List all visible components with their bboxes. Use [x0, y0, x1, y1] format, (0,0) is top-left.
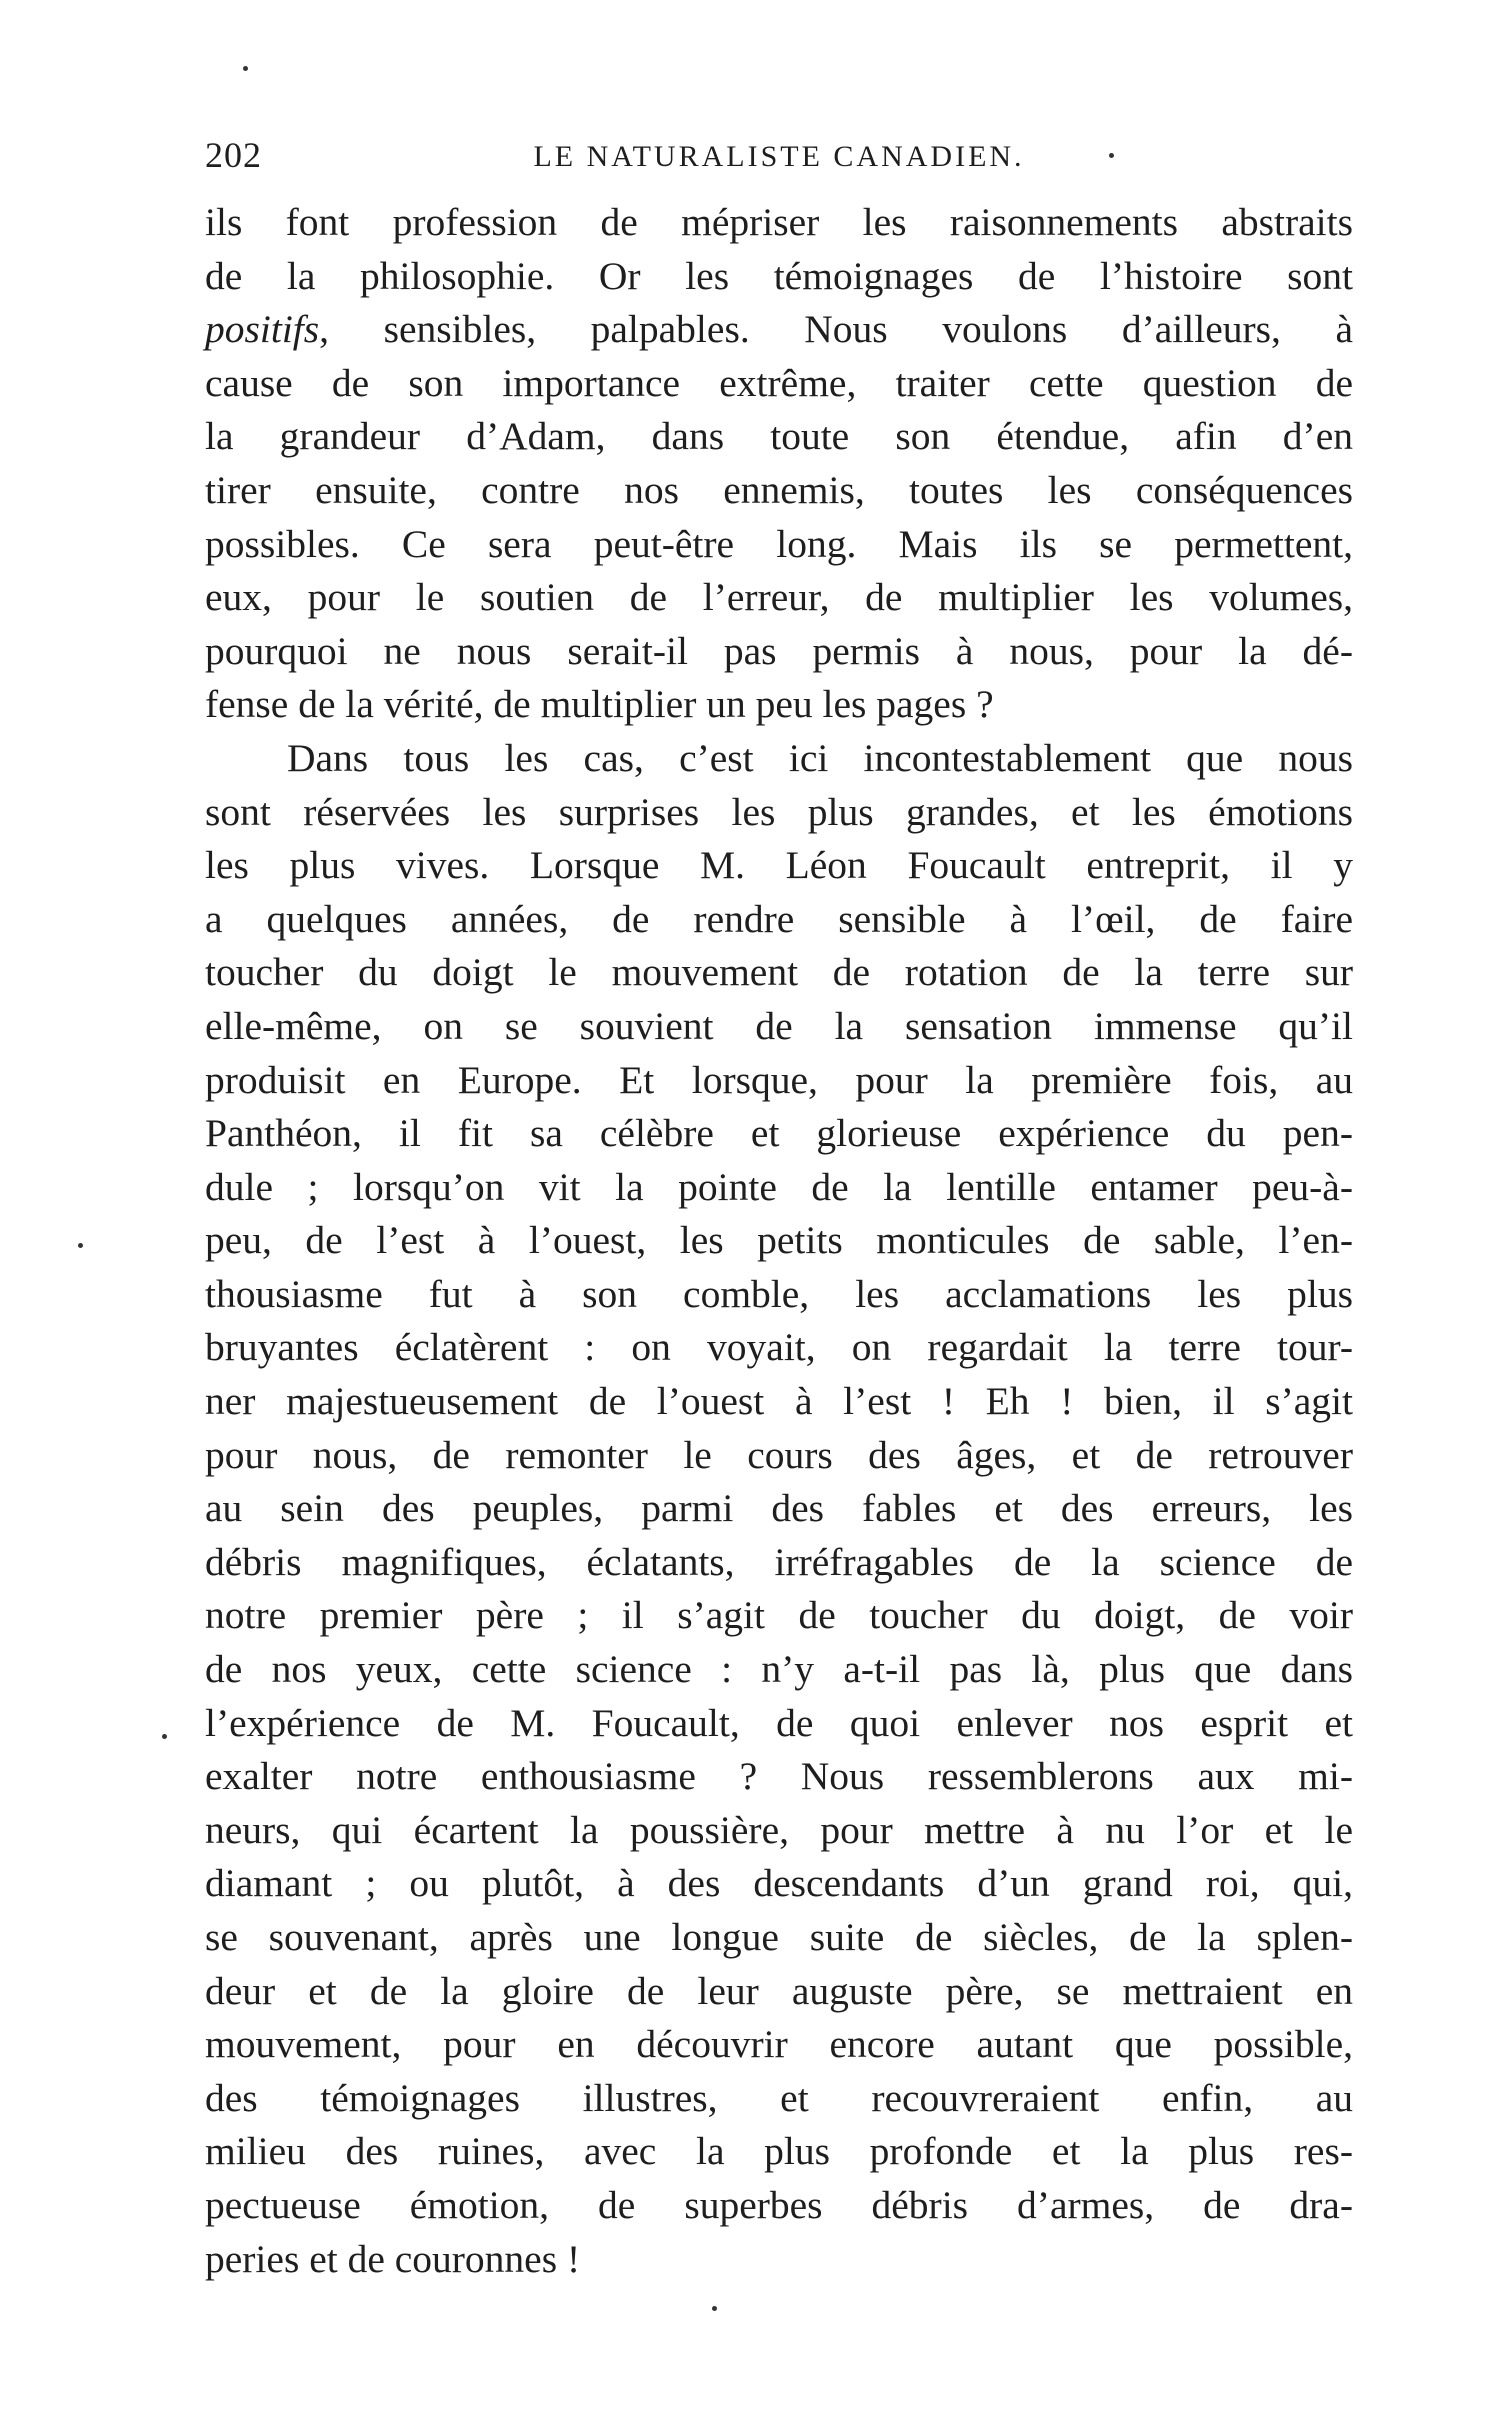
text-line: neurs, qui écartent la poussière, pour mettre à nu l’or et le [205, 1807, 1353, 1852]
text-line: pour nous, de remonter le cours des âges, et de retrouver [205, 1432, 1353, 1477]
text-line: notre premier père ; il s’agit de toucher du doigt, de voir [205, 1593, 1353, 1638]
text-line: produisit en Europe. Et lorsque, pour la première fois, au [205, 1057, 1353, 1102]
text-line: deur et de la gloire de leur auguste père, se mettraient en [205, 1968, 1353, 2013]
text-line: mouvement, pour en découvrir encore autant que possible, [205, 2022, 1353, 2067]
text-line: ner majestueusement de l’ouest à l’est ! Eh ! bien, il s’agit [205, 1379, 1353, 1424]
page-number: 202 [205, 135, 262, 175]
text-line: la grandeur d’Adam, dans toute son étendue, afin d’en [205, 414, 1353, 459]
text-line: elle-même, on se souvient de la sensation immense qu’il [205, 1003, 1353, 1048]
text-line: débris magnifiques, éclatants, irréfragables de la science de [205, 1539, 1353, 1584]
text-line: milieu des ruines, avec la plus profonde et la plus res- [205, 2129, 1353, 2174]
text-line: sont réservées les surprises les plus grandes, et les émotions [205, 789, 1353, 834]
text-line: pourquoi ne nous serait-il pas permis à nous, pour la dé- [205, 628, 1353, 673]
paragraph [205, 732, 1353, 2286]
text-line: Panthéon, il fit sa célèbre et glorieuse expérience du pen- [205, 1111, 1353, 1156]
text-line: ils font profession de mépriser les raisonnements abstraits [205, 200, 1353, 244]
text-line: de nos yeux, cette science : n’y a-t-il pas là, plus que dans [205, 1647, 1353, 1692]
text-line: de la philosophie. Or les témoignages de l’histoire sont [205, 253, 1353, 298]
text-line: fense de la vérité, de multiplier un peu les pages ? [205, 682, 994, 727]
text-line: peu, de l’est à l’ouest, les petits monticules de sable, l’en- [205, 1218, 1353, 1263]
text-line: cause de son importance extrême, traiter cette question de [205, 360, 1353, 405]
ink-speck [712, 2306, 717, 2311]
text-line: bruyantes éclatèrent : on voyait, on regardait la terre tour- [205, 1325, 1353, 1370]
ink-speck [243, 66, 248, 71]
text-line: se souvenant, après une longue suite de siècles, de la splen- [205, 1915, 1353, 1959]
paragraph [205, 196, 1353, 732]
text-line: l’expérience de M. Foucault, de quoi enlever nos esprit et [205, 1700, 1353, 1745]
text-line: diamant ; ou plutôt, à des descendants d’un grand roi, qui, [205, 1861, 1353, 1906]
text-line: pectueuse émotion, de superbes débris d’armes, de dra- [205, 2182, 1353, 2227]
text-line: tirer ensuite, contre nos ennemis, toutes les conséquences [205, 467, 1353, 512]
text-line: positifs, sensibles, palpables. Nous voulons d’ailleurs, à [205, 307, 1353, 352]
text-line: peries et de couronnes ! [205, 2236, 581, 2281]
text-line: au sein des peuples, parmi des fables et des erreurs, les [205, 1486, 1353, 1531]
journal-title: LE NATURALISTE CANADIEN. [533, 140, 1025, 173]
text-line: toucher du doigt le mouvement de rotation de la terre sur [205, 950, 1353, 995]
book-page [205, 128, 1353, 2286]
text-line: possibles. Ce sera peut-être long. Mais ils se permettent, [205, 521, 1353, 566]
body-text [205, 196, 1353, 2286]
text-line: dule ; lorsqu’on vit la pointe de la lentille entamer peu-à- [205, 1164, 1353, 1209]
text-line: eux, pour le soutien de l’erreur, de multiplier les volumes, [205, 575, 1353, 620]
text-line: exalter notre enthousiasme ? Nous ressemblerons aux mi- [205, 1754, 1353, 1799]
ink-speck [78, 1243, 83, 1248]
text-line: thousiasme fut à son comble, les acclamations les plus [205, 1271, 1353, 1316]
text-line: les plus vives. Lorsque M. Léon Foucault entreprit, il y [205, 843, 1353, 888]
text-line: a quelques années, de rendre sensible à l’œil, de faire [205, 896, 1353, 941]
ink-speck [162, 1734, 167, 1739]
text-line: des témoignages illustres, et recouvreraient enfin, au [205, 2075, 1353, 2120]
running-head [205, 128, 1353, 188]
text-line: Dans tous les cas, c’est ici incontestablement que nous [287, 735, 1353, 780]
